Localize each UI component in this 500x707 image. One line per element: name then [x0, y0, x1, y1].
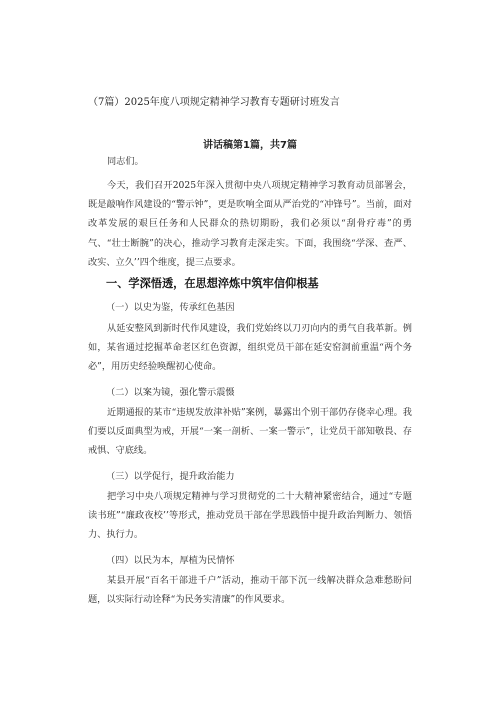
subsection-title-1: （一）以史为鉴，传承红色基因: [106, 302, 235, 313]
section-heading-1: 一、学深悟透，在思想淬炼中筑牢信仰根基: [106, 277, 319, 290]
intro-text: 今天，我们召开2025年深入贯彻中央八项规定精神学习教育动员部署会，既是敲响作风建设的“警示钟”，更是吹响全面从严治党的“冲锋号”。当前，面对改革发展的艰巨任务和人民群众的热切期盼，我们必须以“刮骨疗毒”的勇气、“壮士断腕”的决心，推动学习教育走深走实。下面，我围绕“学深、查严、改实、立久’’四个维度，提三点要求。: [88, 180, 412, 268]
subsection-title-3: （三）以学促行，提升政治能力: [106, 471, 235, 482]
subsection-body-2: [88, 403, 412, 461]
subsection-text-2: 近期通报的某市“违规发放津补贴”案例，暴露出个别干部仍存侥幸心理。我们要以反面典型为戒，开展“一案一剖析、一案一警示”，让党员干部知敬畏、存戒惧、守底线。: [88, 407, 412, 457]
subsection-body-4: [88, 571, 412, 609]
subsection-title-2: （二）以案为镜，强化警示震慑: [106, 387, 235, 398]
greeting-paragraph: [88, 152, 412, 171]
subsection-text-1: 从延安整风到新时代作风建设，我们党始终以刀刃向内的勇气自我革新。例如，某省通过挖掘革命老区红色资源，组织党员干部在延安窑洞前重温“两个务必”，用历史经验唤醒初心使命。: [88, 323, 412, 373]
greeting-text: 同志们。: [107, 156, 144, 167]
subsection-title-4: （四）以民为本，厚植为民情怀: [106, 555, 235, 566]
intro-paragraph: [88, 176, 412, 272]
speech-heading: 讲话稿第1篇，共7篇: [203, 140, 297, 151]
subsection-text-4: 某县开展“百名干部进千户”活动，推动干部下沉一线解决群众急难愁盼问题，以实际行动诠释“为民务实清廉”的作风要求。: [88, 575, 412, 606]
subsection-text-3: 把学习中央八项规定精神与学习贯彻党的二十大精神紧密结合，通过“专题读书班”“廉政夜校’’等形式，推动党员干部在学思践悟中提升政治判断力、领悟力、执行力。: [88, 491, 412, 541]
document-title: （7篇）2025年度八项规定精神学习教育专题研讨班发言: [88, 97, 340, 108]
subsection-body-1: [88, 319, 412, 377]
subsection-body-3: [88, 487, 412, 545]
